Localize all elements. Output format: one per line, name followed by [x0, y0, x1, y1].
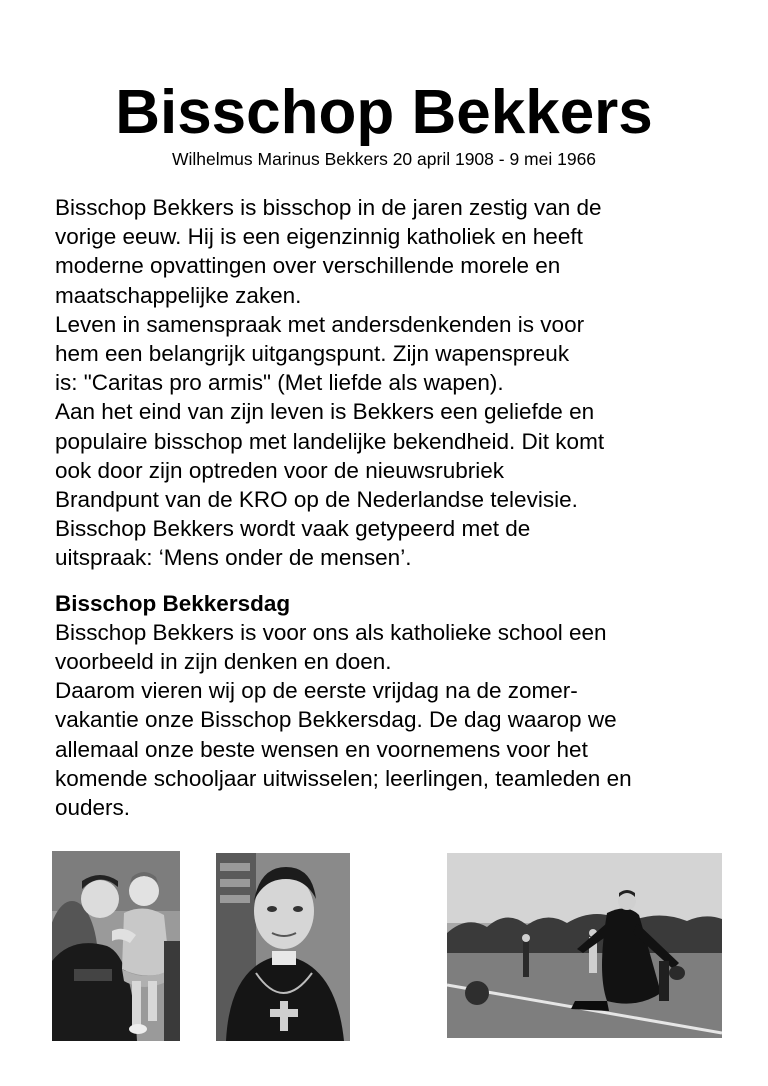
- text-line: Brandpunt van de KRO op de Nederlandse televisie.: [55, 487, 578, 513]
- page-title: Bisschop Bekkers: [115, 78, 653, 147]
- body-text: [55, 193, 745, 822]
- text-line: is: "Caritas pro armis" (Met liefde als wapen).: [55, 370, 504, 396]
- text-line: vorige eeuw. Hij is een eigenzinnig katholiek en heeft: [55, 224, 583, 250]
- bishop-holding-child-photo: [52, 851, 180, 1041]
- text-line: uitspraak: ‘Mens onder de mensen’.: [55, 545, 412, 571]
- section-heading: Bisschop Bekkersdag: [55, 590, 291, 616]
- text-line: hem een belangrijk uitgangspunt. Zijn wapenspreuk: [55, 341, 570, 367]
- text-line: Bisschop Bekkers is voor ons als katholieke school een: [55, 619, 607, 645]
- bishop-playing-football-photo: [447, 853, 722, 1038]
- text-line: Bisschop Bekkers is bisschop in de jaren zestig van de: [55, 195, 602, 220]
- text-line: voorbeeld in zijn denken en doen.: [55, 649, 392, 675]
- text-line: populaire bisschop met landelijke bekendheid. Dit komt: [55, 428, 605, 454]
- text-line: vakantie onze Bisschop Bekkersdag. De dag waarop we: [55, 707, 617, 733]
- paragraph-gap: [55, 573, 745, 589]
- text-line: moderne opvattingen over verschillende morele en: [55, 253, 561, 279]
- text-line: Bisschop Bekkers wordt vaak getypeerd met de: [55, 516, 531, 542]
- text-line: ook door zijn optreden voor de nieuwsrubriek: [55, 457, 505, 483]
- text-line: allemaal onze beste wensen en voornemens voor het: [55, 736, 588, 762]
- text-line: ouders.: [55, 795, 131, 821]
- text-line: maatschappelijke zaken.: [55, 282, 302, 308]
- bishop-portrait-photo: [216, 853, 350, 1041]
- text-line: Daarom vieren wij op de eerste vrijdag na de zomer-: [55, 678, 578, 704]
- text-line: Aan het eind van zijn leven is Bekkers een geliefde en: [55, 399, 595, 425]
- page-subtitle: Wilhelmus Marinus Bekkers 20 april 1908 - 9 mei 1966: [171, 149, 597, 169]
- intro-paragraph: [55, 193, 745, 573]
- text-line: Leven in samenspraak met andersdenkenden is voor: [55, 311, 585, 337]
- bekkersdag-section: [55, 589, 745, 823]
- text-line: komende schooljaar uitwisselen; leerlingen, teamleden en: [55, 765, 632, 791]
